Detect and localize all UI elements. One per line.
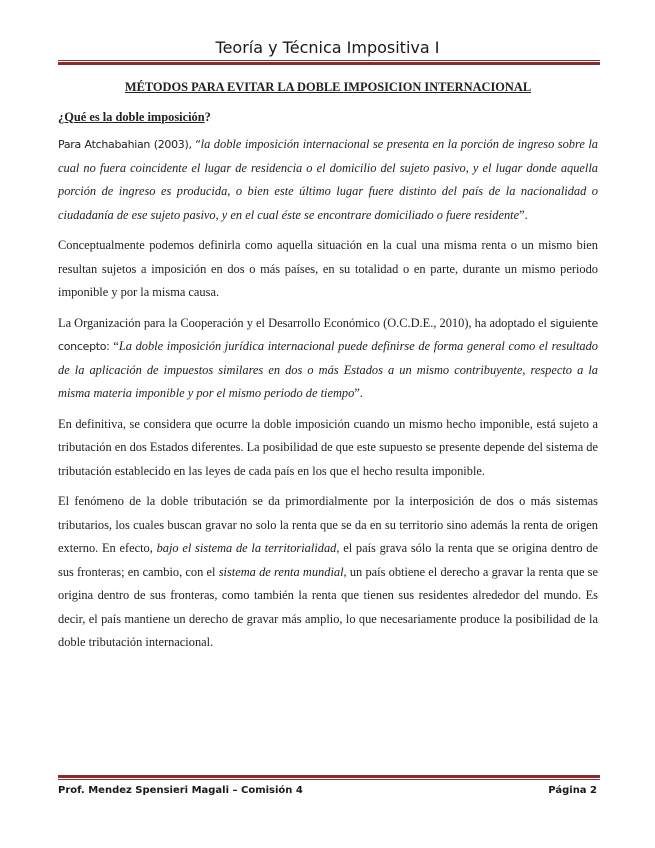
footer-page-number: Página 2 <box>548 785 597 796</box>
paragraph-2: Conceptualmente podemos definirla como aquella situación en la cual una misma renta o un mismo bien resultan sujetos a imposición en dos o más países, en su totalidad o en parte, durante un mismo periodo imponible y por la misma causa. <box>58 238 598 299</box>
question-mark: ? <box>204 109 211 124</box>
question-text: ¿Qué es la doble imposición <box>58 109 205 124</box>
paragraph-3 <box>58 312 598 406</box>
header-rule-thick <box>58 62 600 65</box>
footer-rule-thick <box>58 775 600 778</box>
header-rule-thin <box>58 60 600 61</box>
document-body <box>58 76 598 662</box>
p5-c: , el país grava sólo la renta que se origina dentro de sus fronteras; en cambio, con el <box>58 541 599 579</box>
p3-lead-after: : “ <box>106 339 119 353</box>
p3-lead-sans: siguiente concepto <box>58 316 598 353</box>
footer-rule-thin <box>58 779 600 780</box>
paragraph-5 <box>58 490 598 655</box>
p5-e: , un país obtiene el derecho a gravar la renta que se origina dentro de sus fronteras, como también la renta que tienen sus residentes alrededor del mundo. Es decir, el país mantiene un derecho de gravar más amplio, lo que necesariamente produce la posibilidad de la doble tributación internacional. <box>58 564 599 649</box>
p3-quote: La doble imposición jurídica internacional puede definirse de forma general como el resultado de la aplicación de impuestos similares en dos o más Estados a un mismo contribuyente, respecto a la misma materia imponible y por el mismo periodo de tiempo <box>58 339 598 400</box>
document-title: MÉTODOS PARA EVITAR LA DOBLE IMPOSICION INTERNACIONAL <box>124 80 532 94</box>
p3-tail: ”. <box>354 386 363 400</box>
p5-a: El fenómeno de la doble tributación se da primordialmente por la interposición de dos o más sistemas tributarios, los cuales buscan gravar no solo la renta que se da en su territorio sino además la renta de origen externo. En efecto, <box>58 494 598 555</box>
section-question <box>58 106 598 130</box>
p5-d: sistema de renta mundial <box>218 564 344 579</box>
footer-author: Prof. Mendez Spensieri Magali – Comisión 4 <box>58 785 303 796</box>
p1-quote: la doble imposición internacional se presenta en la porción de ingreso sobre la cual no fuera coincidente el lugar de residencia o el domicilio del sujeto pasivo, y el lugar donde aquella porción de ingreso es producida, o bien este último lugar fuere distinto del país de la nacionalidad o ciudadanía de ese sujeto pasivo, y en el cual éste se encontrare domiciliado o fuere residente <box>58 137 598 222</box>
header-title: Teoría y Técnica Impositiva I <box>215 38 440 57</box>
paragraph-4: En definitiva, se considera que ocurre la doble imposición cuando un mismo hecho imponible, está sujeto a tributación en dos Estados diferentes. La posibilidad de que este supuesto se presente depende del sistema de tributación establecido en las leyes de cada país en los que el hecho resulta imponible. <box>58 416 598 478</box>
p3-lead: La Organización para la Cooperación y el Desarrollo Económico (O.C.D.E., 2010), ha adoptado el <box>58 315 551 330</box>
p1-lead: Para Atchabahian (2003), “ <box>58 138 201 151</box>
p5-b: bajo el sistema de la territorialidad <box>156 541 337 555</box>
paragraph-1 <box>58 133 598 227</box>
p1-tail: ”. <box>519 207 528 222</box>
